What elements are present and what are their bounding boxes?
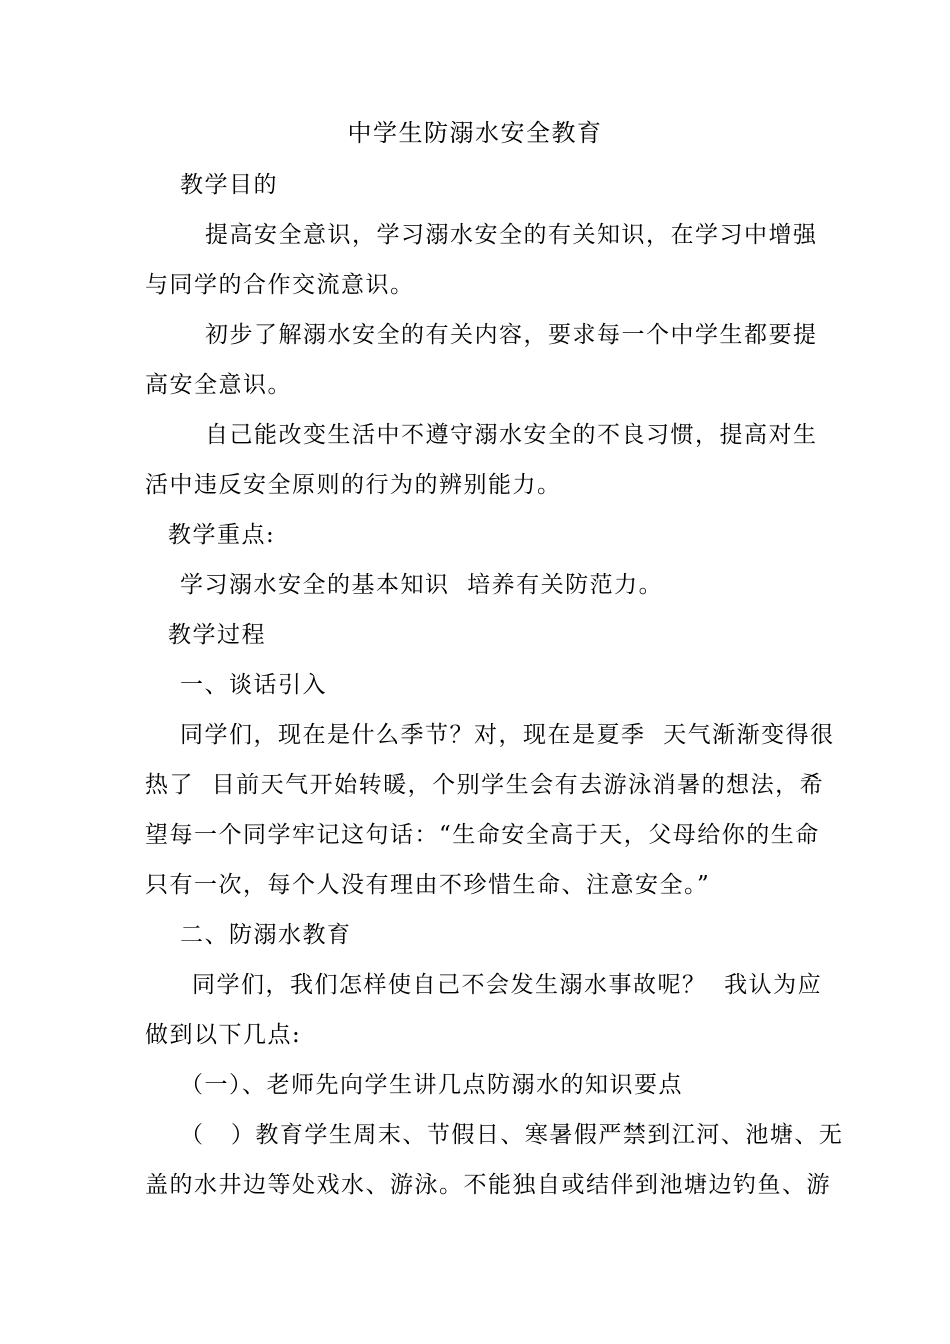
paragraph-line: 同学们，我们怎样使自己不会发生溺水事故呢？ 我认为应 bbox=[192, 972, 823, 998]
document-title: 中学生防溺水安全教育 bbox=[347, 119, 603, 147]
paragraph-line: 望每一个同学牢记这句话：“生命安全高于天，父母给你的生命 bbox=[145, 822, 820, 848]
paragraph-line: 盖的水井边等处戏水、游泳。不能独自或结伴到池塘边钓鱼、游 bbox=[145, 1172, 831, 1198]
paragraph-line: （ ）教育学生周末、节假日、寒暑假严禁到江河、池塘、无 bbox=[180, 1122, 844, 1148]
heading-teaching-process: 教学过程 bbox=[168, 622, 266, 648]
paragraph-line: 同学们，现在是什么季节？对，现在是夏季 天气渐渐变得很 bbox=[180, 722, 835, 748]
paragraph-line: 学习溺水安全的基本知识 培养有关防范力。 bbox=[180, 572, 664, 598]
heading-key-points: 教学重点: bbox=[168, 522, 276, 548]
paragraph-line: 自己能改变生活中不遵守溺水安全的不良习惯，提高对生 bbox=[205, 422, 818, 448]
heading-teaching-goal: 教学目的 bbox=[180, 172, 278, 198]
subsection-heading: （一）、老师先向学生讲几点防溺水的知识要点 bbox=[180, 1072, 683, 1098]
paragraph-line: 活中违反安全原则的行为的辨别能力。 bbox=[145, 472, 562, 498]
section-heading-drowning-education: 二、防溺水教育 bbox=[180, 922, 352, 948]
paragraph-line: 只有一次，每个人没有理由不珍惜生命、注意安全。” bbox=[145, 872, 711, 898]
paragraph-line: 提高安全意识，学习溺水安全的有关知识，在学习中增强 bbox=[205, 222, 818, 248]
section-heading-intro: 一、谈话引入 bbox=[180, 672, 327, 698]
paragraph-line: 做到以下几点: bbox=[145, 1022, 302, 1048]
paragraph-line: 热了 目前天气开始转暖，个别学生会有去游泳消暑的想法，希 bbox=[145, 772, 825, 798]
paragraph-line: 初步了解溺水安全的有关内容，要求每一个中学生都要提 bbox=[205, 322, 818, 348]
paragraph-line: 高安全意识。 bbox=[145, 372, 292, 398]
paragraph-line: 与同学的合作交流意识。 bbox=[145, 272, 415, 298]
